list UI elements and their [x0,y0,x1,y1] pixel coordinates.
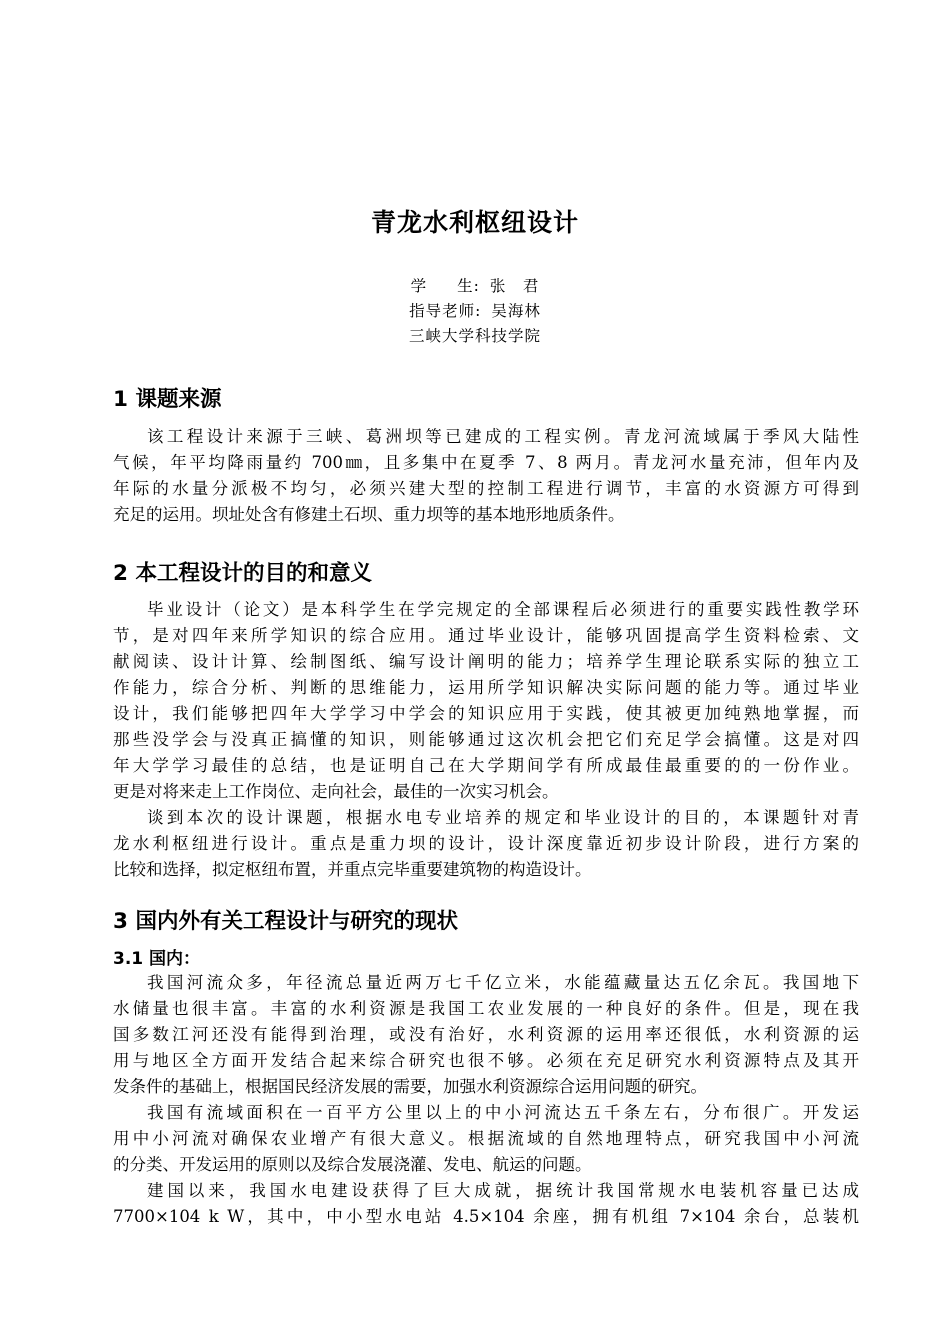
text-line: 龙水利枢纽进行设计。重点是重力坝的设计，设计深度靠近初步设计阶段，进行方案的 [113,834,859,853]
text-line: 献阅读、设计计算、绘制图纸、编写设计阐明的能力；培养学生理论联系实际的独立工 [113,652,859,671]
text-line: 年大学学习最佳的总结，也是证明自己在大学期间学有所成最佳最重要的的一份作业。 [113,756,859,775]
text-line: 该工程设计来源于三峡、葛洲坝等已建成的工程实例。青龙河流域属于季风大陆性 [147,427,859,446]
section-3-paragraph-1 [113,970,859,1100]
text-line: 年际的水量分派极不均匀，必须兴建大型的控制工程进行调节，丰富的水资源方可得到 [113,479,859,498]
section-heading-2: 2 本工程设计的目的和意义 [113,561,372,586]
section-heading-1: 1 课题来源 [113,387,222,412]
section-heading-3: 3 国内外有关工程设计与研究的现状 [113,909,458,934]
advisor-label: 指导老师: [409,302,482,320]
paper-title: 青龙水利枢纽设计 [370,208,579,237]
student-line [0,274,950,298]
text-line: 发条件的基础上，根据国民经济发展的需要，加强水利资源综合运用问题的研究。 [113,1077,707,1096]
text-line: 7700×104 k W，其中，中小型水电站 4.5×104 余座，拥有机组 7×104 余台，总装机 [113,1207,859,1226]
student-label-a: 学 [410,277,428,295]
section-3-paragraph-2 [113,1100,859,1178]
text-line: 用与地区全方面开发结合起来综合研究也很不够。必须在充足研究水利资源特点及其开 [113,1051,859,1070]
text-line: 作能力，综合分析、判断的思维能力，运用所学知识解决实际问题的能力等。通过毕业 [113,678,859,697]
text-line: 设计，我们能够把四年大学学习中学会的知识应用于实践，使其被更加纯熟地掌握，而 [113,704,859,723]
text-line: 用中小河流对确保农业增产有很大意义。根据流域的自然地理特点，研究我国中小河流 [113,1129,859,1148]
text-line: 节，是对四年来所学知识的综合应用。通过毕业设计，能够巩固提高学生资料检索、文 [113,626,859,645]
student-label-b: 生: [457,277,480,295]
section-2-paragraph-1 [113,597,859,805]
text-line: 更是对将来走上工作岗位、走向社会，最佳的一次实习机会。 [113,782,559,801]
text-line: 气候，年平均降雨量约 700㎜，且多集中在夏季 7、8 两月。青龙河水量充沛，但年内及 [113,453,859,472]
text-line: 国多数江河还没有能得到治理，或没有治好，水利资源的运用率还很低，水利资源的运 [113,1025,859,1044]
text-line: 那些没学会与没真正搞懂的知识，则能够通过这次机会把它们充足学会搞懂。这是对四 [113,730,859,749]
text-line: 谈到本次的设计课题，根据水电专业培养的规定和毕业设计的目的，本课题针对青 [147,808,859,827]
text-line: 充足的运用。坝址处含有修建土石坝、重力坝等的基本地形地质条件。 [113,505,625,524]
text-line: 水储量也很丰富。丰富的水利资源是我国工农业发展的一种良好的条件。但是，现在我 [113,999,859,1018]
text-line: 的分类、开发运用的原则以及综合发展浇灌、发电、航运的问题。 [113,1155,592,1174]
section-3-paragraph-3 [113,1178,859,1230]
student-name: 张 君 [489,277,540,295]
advisor-line [0,299,950,323]
section-1-paragraph-1 [113,424,859,528]
advisor-name: 吴海林 [491,302,541,320]
institution: 三峡大学科技学院 [408,327,541,345]
text-line: 建国以来，我国水电建设获得了巨大成就，据统计我国常规水电装机容量已达成 [147,1181,859,1200]
text-line: 我国有流域面积在一百平方公里以上的中小河流达五千条左右，分布很广。开发运 [147,1103,859,1122]
subsection-heading-3-1: 3.1 国内： [113,949,201,969]
text-line: 比较和选择，拟定枢纽布置，并重点完毕重要建筑物的构造设计。 [113,860,592,879]
text-line: 毕业设计（论文）是本科学生在学完规定的全部课程后必须进行的重要实践性教学环 [147,600,859,619]
section-2-paragraph-2 [113,805,859,883]
text-line: 我国河流众多，年径流总量近两万七千亿立米，水能蕴藏量达五亿余瓦。我国地下 [147,973,859,992]
